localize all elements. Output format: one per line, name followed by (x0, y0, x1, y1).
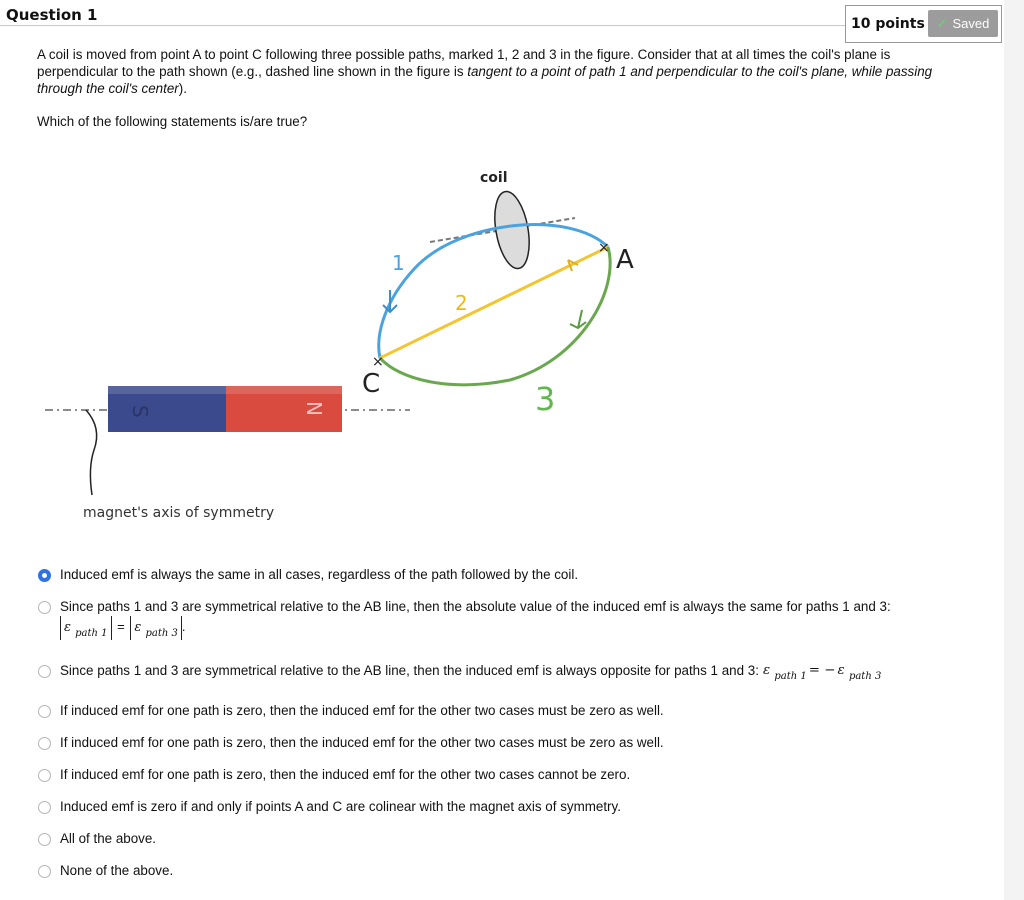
checkmark-icon: ✓ (936, 15, 948, 31)
abs-emf-path3 (130, 616, 182, 640)
path-3-label: 3 (535, 380, 556, 418)
equals-minus: = − (808, 663, 836, 678)
option-8-text: All of the above. (60, 831, 157, 846)
divider (0, 25, 845, 26)
epsilon-symbol: ε (134, 620, 142, 635)
question-text-italic: tangent to a point of path 1 and perpendicular to the coil's plane, while passing through the coil's center (37, 64, 933, 96)
option-2[interactable] (38, 599, 891, 614)
subscript-path1: path 1 (75, 628, 108, 639)
subscript-path3: path 3 (848, 671, 882, 682)
coil-label: coil (480, 170, 508, 186)
radio-option-2[interactable] (38, 601, 51, 614)
option-7-text: Induced emf is zero if and only if points A and C are colinear with the magnet axis of symmetry. (60, 799, 621, 814)
option-5-text: If induced emf for one path is zero, then the induced emf for the other two cases must be zero as well. (60, 735, 664, 750)
option-7[interactable] (38, 799, 621, 814)
radio-option-9[interactable] (38, 865, 51, 878)
subscript-path1: path 1 (774, 671, 807, 682)
path-2-label: 2 (455, 291, 468, 315)
option-5[interactable] (38, 735, 664, 750)
radio-option-3[interactable] (38, 665, 51, 678)
point-a-label: A (616, 245, 634, 275)
epsilon-symbol: ε (762, 663, 771, 678)
question-prompt: Which of the following statements is/are true? (37, 114, 308, 129)
axis-label: magnet's axis of symmetry (83, 505, 275, 521)
radio-option-5[interactable] (38, 737, 51, 750)
question-text-end: ). (178, 81, 187, 96)
option-3[interactable] (38, 663, 882, 682)
axis-pointer (86, 410, 97, 495)
radio-option-7[interactable] (38, 801, 51, 814)
option-4-text: If induced emf for one path is zero, then the induced emf for the other two cases must be zero as well. (60, 703, 664, 718)
option-6-text: If induced emf for one path is zero, then the induced emf for the other two cases cannot be zero. (60, 767, 631, 782)
equals-sign: = (117, 619, 125, 634)
magnet-n-label: N (303, 401, 327, 416)
option-2-text: Since paths 1 and 3 are symmetrical relative to the AB line, then the absolute value of the induced emf is always the same for paths 1 and 3: (60, 599, 891, 614)
saved-badge (928, 10, 998, 37)
option-9[interactable] (38, 863, 173, 878)
option-6[interactable] (38, 767, 630, 782)
saved-label: Saved (952, 16, 990, 31)
path-1 (379, 225, 608, 358)
radio-option-1[interactable] (38, 569, 51, 582)
point-c-marker: × (372, 354, 384, 370)
option-8[interactable] (38, 831, 156, 846)
epsilon-symbol: ε (837, 663, 845, 678)
question-text (37, 46, 957, 97)
magnet-s-label: S (128, 405, 152, 418)
option-3-text: Since paths 1 and 3 are symmetrical relative to the AB line, then the induced emf is always opposite for paths 1 and 3: (60, 663, 759, 678)
radio-option-6[interactable] (38, 769, 51, 782)
point-a-marker: × (598, 240, 610, 256)
question-text-part1: A coil is moved from point A to point C following three possible paths, marked 1, 2 and 3 in the figure. Consider that at all times the coil's plane is perpendicular to the path shown (e.g., dashed line shown in the figure is (37, 47, 891, 79)
option-1-text: Induced emf is always the same in all cases, regardless of the path followed by the coil. (60, 567, 579, 582)
physics-figure (40, 160, 640, 530)
subscript-path3: path 3 (145, 628, 178, 639)
radio-option-8[interactable] (38, 833, 51, 846)
option-4[interactable] (38, 703, 664, 718)
points-box (845, 5, 1002, 43)
option-9-text: None of the above. (60, 863, 174, 878)
point-c-label: C (362, 369, 381, 399)
question-title: Question 1 (6, 6, 98, 24)
epsilon-symbol: ε (64, 620, 71, 635)
path-1-label: 1 (392, 251, 405, 275)
points-value: 10 points (851, 16, 925, 32)
right-gutter (1004, 0, 1024, 900)
abs-emf-path1 (60, 616, 112, 640)
option-1[interactable] (38, 567, 578, 582)
radio-option-4[interactable] (38, 705, 51, 718)
option-3-formula (762, 663, 882, 682)
option-2-formula: ε $_{path 1}$ = ε $_{path 3}$ . (60, 616, 185, 640)
coil (489, 189, 534, 271)
